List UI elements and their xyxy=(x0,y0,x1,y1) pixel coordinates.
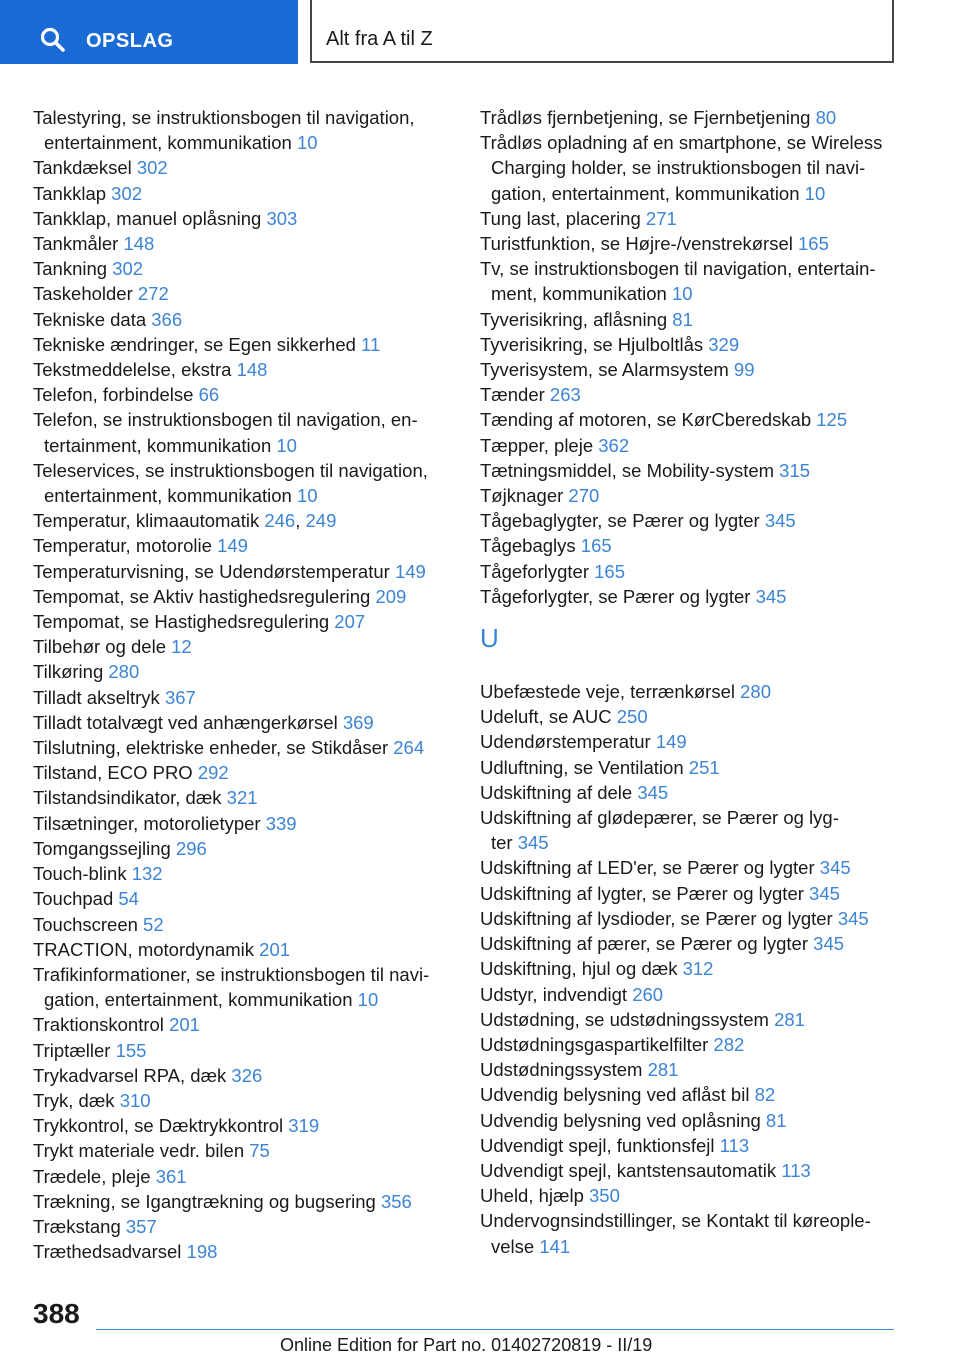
index-entry-text: Udstødningsgaspartikelfilter xyxy=(480,1033,714,1055)
index-entry-text: entertainment, kommunikation xyxy=(44,132,297,154)
page-link[interactable]: 345 xyxy=(837,907,869,929)
index-entry xyxy=(33,1138,458,1163)
page-link[interactable]: 357 xyxy=(125,1215,157,1237)
index-entry-text: Udendørstemperatur xyxy=(480,731,656,753)
index-entry-text: Udskiftning af dele xyxy=(480,781,638,803)
index-entry-text: Tågeforlygter, se Pærer og lygter xyxy=(480,585,756,607)
page-link[interactable]: 345 xyxy=(764,510,796,532)
index-entry-text: Turistfunktion, se Højre-/venstrekørsel xyxy=(480,233,799,255)
index-entry xyxy=(33,231,458,256)
index-entry xyxy=(33,281,458,306)
page-link[interactable]: 165 xyxy=(580,535,612,557)
page-link[interactable]: 362 xyxy=(598,434,630,456)
page-link[interactable]: 310 xyxy=(119,1089,151,1111)
page-link[interactable]: 345 xyxy=(819,857,851,879)
page-link[interactable]: 319 xyxy=(288,1115,320,1137)
page-link[interactable]: 270 xyxy=(568,485,600,507)
page-link[interactable]: 251 xyxy=(688,756,720,778)
index-entry xyxy=(33,1214,458,1239)
index-entry xyxy=(33,105,458,155)
index-entry-text: Tyverisystem, se Alarmsystem xyxy=(480,359,734,381)
index-entry xyxy=(33,533,458,558)
page-link[interactable]: 366 xyxy=(151,308,183,330)
page-link[interactable]: 280 xyxy=(740,681,772,703)
page-header xyxy=(0,0,960,66)
page-link[interactable]: 345 xyxy=(637,781,669,803)
index-entry xyxy=(33,609,458,634)
index-entry xyxy=(480,881,920,906)
index-entry-text: Udskiftning af lygter, se Pærer og lygter xyxy=(480,882,810,904)
index-entry xyxy=(33,382,458,407)
index-entry-text: Tempomat, se Aktiv hastighedsregulering xyxy=(33,585,376,607)
page-link[interactable]: 113 xyxy=(781,1159,811,1181)
index-entry xyxy=(480,533,920,558)
page-link[interactable]: 339 xyxy=(265,812,297,834)
footer-edition: Online Edition for Part no. 01402720819 - II/19 xyxy=(280,1335,653,1355)
index-entry xyxy=(480,357,920,382)
page-link[interactable]: 75 xyxy=(249,1140,270,1162)
index-entry xyxy=(480,206,920,231)
index-entry xyxy=(480,1183,920,1208)
index-entry xyxy=(33,1164,458,1189)
index-entry xyxy=(480,508,920,533)
page-link[interactable]: 148 xyxy=(236,359,268,381)
index-entry-text: Udluftning, se Ventilation xyxy=(480,756,689,778)
search-tab[interactable] xyxy=(0,0,298,64)
index-entry xyxy=(33,937,458,962)
page-link[interactable]: 302 xyxy=(136,157,168,179)
page-link[interactable]: 271 xyxy=(645,207,677,229)
index-entry xyxy=(480,1108,920,1133)
index-entry-text: Tung last, placering xyxy=(480,207,646,229)
index-entry xyxy=(480,906,920,931)
page-link[interactable]: 10 xyxy=(276,434,297,456)
index-entry-text: Udstødning, se udstødningssystem xyxy=(480,1008,775,1030)
index-entry-text: Trædele, pleje xyxy=(33,1165,156,1187)
index-entry-text: Udvendigt spejl, kantstensautomatik xyxy=(480,1159,782,1181)
page-link[interactable]: 149 xyxy=(655,731,687,753)
index-entry xyxy=(480,559,920,584)
index-entry-text: Træthedsadvarsel xyxy=(33,1241,187,1263)
page-link[interactable]: 361 xyxy=(155,1165,187,1187)
index-column-right xyxy=(480,105,920,1259)
index-entry xyxy=(33,735,458,760)
index-entry-text: Temperaturvisning, se Udendørstemperatur xyxy=(33,560,395,582)
search-label: OPSLAG xyxy=(86,30,174,52)
index-entry xyxy=(33,659,458,684)
page-link[interactable]: 249 xyxy=(305,510,337,532)
index-entry-text: Tankmåler xyxy=(33,233,124,255)
index-entry xyxy=(33,181,458,206)
page-link[interactable]: 113 xyxy=(719,1134,750,1156)
page-link[interactable]: 312 xyxy=(682,958,714,980)
index-entry-text: Udskiftning af lysdioder, se Pærer og lygter xyxy=(480,907,838,929)
section-title-box xyxy=(310,0,894,63)
index-entry xyxy=(33,559,458,584)
index-entry-text: Udstyr, indvendigt xyxy=(480,983,633,1005)
page-link[interactable]: 326 xyxy=(231,1064,263,1086)
page-link[interactable]: 263 xyxy=(549,384,581,406)
index-entry-text: ter xyxy=(491,832,518,854)
index-entry xyxy=(33,710,458,735)
index-entry xyxy=(33,206,458,231)
index-entry-text: Trykkontrol, se Dæktrykkontrol xyxy=(33,1115,289,1137)
page-link[interactable]: 367 xyxy=(164,686,196,708)
index-entry xyxy=(33,357,458,382)
page-link[interactable]: 345 xyxy=(809,882,840,904)
page-link[interactable]: 209 xyxy=(375,585,407,607)
index-entry xyxy=(480,433,920,458)
index-entry-text: Telefon, se instruktionsbogen til navigation, en- xyxy=(33,409,418,431)
page-link[interactable]: 148 xyxy=(123,233,155,255)
page-link[interactable]: 10 xyxy=(804,182,826,204)
index-entry xyxy=(33,1012,458,1037)
index-entry-text: TRACTION, motordynamik xyxy=(33,938,260,960)
page-link[interactable]: 260 xyxy=(632,983,664,1005)
index-entry-text: gation, entertainment, kommunikation xyxy=(491,182,805,204)
page-link[interactable]: 155 xyxy=(115,1039,147,1061)
page-link[interactable]: 10 xyxy=(296,132,318,154)
index-entry-text: Udeluft, se AUC xyxy=(480,706,617,728)
index-entry xyxy=(480,729,920,754)
index-entry xyxy=(33,634,458,659)
index-entry-text: Touch-blink xyxy=(33,863,132,885)
index-entry xyxy=(33,1239,458,1264)
page-link[interactable]: 198 xyxy=(186,1241,218,1263)
index-entry xyxy=(33,760,458,785)
page-link[interactable]: 54 xyxy=(118,888,139,910)
index-entry-text: Trykadvarsel RPA, dæk xyxy=(33,1064,232,1086)
page-link[interactable]: 264 xyxy=(393,737,425,759)
footer-divider xyxy=(96,1329,894,1330)
index-entry xyxy=(480,382,920,407)
index-entry xyxy=(480,105,920,130)
index-entry xyxy=(480,1082,920,1107)
page-link[interactable]: 250 xyxy=(616,706,648,728)
index-entry xyxy=(480,1158,920,1183)
index-entry-text: Tætningsmiddel, se Mobility-system xyxy=(480,459,780,481)
page-link[interactable]: 302 xyxy=(111,182,143,204)
index-entry-text: Talestyring, se instruktionsbogen til navigation, xyxy=(33,107,415,128)
section-letter: U xyxy=(480,623,499,654)
page-link[interactable]: 296 xyxy=(175,837,207,859)
index-entry-text: Tilslutning, elektriske enheder, se Stikdåser xyxy=(33,737,394,759)
index-entry xyxy=(33,256,458,281)
index-entry-text: Trådløs opladning af en smartphone, se Wireless xyxy=(480,132,883,154)
index-entry-text: Tyverisikring, se Hjulboltlås xyxy=(480,333,709,355)
index-group-t xyxy=(480,105,920,609)
index-entry-text: velse xyxy=(491,1235,540,1257)
page-link[interactable]: 345 xyxy=(517,832,549,854)
index-entry-text: Tænder xyxy=(480,384,550,406)
search-icon xyxy=(40,27,66,53)
index-entry-text: Tankning xyxy=(33,258,113,280)
index-entry xyxy=(33,332,458,357)
index-entry-text: Triptæller xyxy=(33,1039,116,1061)
index-entry xyxy=(33,155,458,180)
index-entry-text: Tilladt totalvægt ved anhængerkørsel xyxy=(33,711,343,733)
page-link[interactable]: 66 xyxy=(198,384,220,406)
page-link[interactable]: 281 xyxy=(774,1008,805,1030)
index-entry xyxy=(480,982,920,1007)
index-entry-text: Tankklap xyxy=(33,182,112,204)
index-entry xyxy=(33,1038,458,1063)
index-entry xyxy=(33,962,458,1012)
index-entry xyxy=(33,407,458,457)
page-link[interactable]: 11 xyxy=(361,333,381,355)
index-entry-text: Tågebaglys xyxy=(480,535,581,557)
index-entry-text: Tyverisikring, aflåsning xyxy=(480,308,673,330)
index-entry xyxy=(480,256,920,306)
index-entry-text: Trafikinformationer, se instruktionsbogen til navi- xyxy=(33,963,430,985)
index-entry-text: Temperatur, motorolie xyxy=(33,535,218,557)
index-entry-text: Tekstmeddelelse, ekstra xyxy=(33,359,237,381)
index-entry-text: gation, entertainment, kommunikation xyxy=(44,989,358,1011)
index-entry xyxy=(480,1133,920,1158)
page-number: 388 xyxy=(33,1298,80,1329)
index-entry-text: Tågeforlygter xyxy=(480,560,595,582)
page-link[interactable]: 81 xyxy=(765,1109,787,1131)
index-entry-text: Udstødningssystem xyxy=(480,1059,648,1081)
index-entry-text: Tankdæksel xyxy=(33,157,137,179)
index-entry-text: Tryk, dæk xyxy=(33,1089,120,1111)
index-entry xyxy=(33,1088,458,1113)
index-entry-text: Tilstandsindikator, dæk xyxy=(33,787,227,809)
page-link[interactable]: 125 xyxy=(816,409,848,431)
index-entry xyxy=(33,1063,458,1088)
index-entry-text: Ubefæstede veje, terrænkørsel xyxy=(480,681,741,703)
index-entry xyxy=(33,912,458,937)
index-entry-text: Tænding af motoren, se KørCberedskab xyxy=(480,409,817,431)
index-entry-text: Charging holder, se instruktionsbogen til navi- xyxy=(491,157,866,179)
page-link[interactable]: 315 xyxy=(779,459,811,481)
index-entry xyxy=(480,931,920,956)
index-entry-text: Teleservices, se instruktionsbogen til navigation, xyxy=(33,459,428,481)
page-link[interactable]: 246 xyxy=(264,510,296,532)
index-entry xyxy=(480,307,920,332)
index-entry xyxy=(480,855,920,880)
index-entry-text: Trækning, se Igangtrækning og bugsering xyxy=(33,1190,381,1212)
index-group-u xyxy=(480,679,920,1259)
index-entry-text: Taskeholder xyxy=(33,283,138,305)
index-entry-text: Tomgangssejling xyxy=(33,837,176,859)
index-entry xyxy=(480,679,920,704)
index-entry-text: Telefon, forbindelse xyxy=(33,384,199,406)
index-entry xyxy=(480,130,920,206)
index-entry xyxy=(33,307,458,332)
index-entry xyxy=(480,755,920,780)
index-entry xyxy=(33,886,458,911)
index-entry-text: Tæpper, pleje xyxy=(480,434,599,456)
page-link[interactable]: 292 xyxy=(197,762,229,784)
index-entry xyxy=(480,1057,920,1082)
page-link[interactable]: 10 xyxy=(671,283,693,305)
index-entry-text: Udvendig belysning ved oplåsning xyxy=(480,1109,766,1131)
page-link[interactable]: 81 xyxy=(672,308,693,330)
page-link[interactable]: 141 xyxy=(539,1235,571,1257)
index-entry xyxy=(480,231,920,256)
index-entry-text: Tilbehør og dele xyxy=(33,636,172,658)
index-entry-text: Tilstand, ECO PRO xyxy=(33,762,198,784)
index-entry-text: Touchscreen xyxy=(33,913,144,935)
index-entry xyxy=(480,584,920,609)
page-link[interactable]: 149 xyxy=(217,535,248,557)
page-link[interactable]: 201 xyxy=(259,938,291,960)
page-link[interactable]: 345 xyxy=(755,585,787,607)
index-entry-text: Touchpad xyxy=(33,888,119,910)
index-entry xyxy=(480,704,920,729)
index-entry xyxy=(33,811,458,836)
index-entry-text: Tekniske ændringer, se Egen sikkerhed xyxy=(33,333,362,355)
page-link[interactable]: 207 xyxy=(334,611,366,633)
page-link[interactable]: 280 xyxy=(108,661,140,683)
index-entry xyxy=(480,1208,920,1258)
index-entry xyxy=(480,483,920,508)
index-entry xyxy=(33,458,458,508)
index-entry xyxy=(33,785,458,810)
index-entry xyxy=(33,836,458,861)
page-link[interactable]: 149 xyxy=(394,560,426,582)
page-link[interactable]: 302 xyxy=(112,258,144,280)
page-link[interactable]: 132 xyxy=(131,863,163,885)
index-entry-text: Tilsætninger, motorolietyper xyxy=(33,812,266,834)
index-entry-text: Udvendig belysning ved aflåst bil xyxy=(480,1084,755,1106)
page-link[interactable]: 369 xyxy=(342,711,374,733)
page-link[interactable]: 282 xyxy=(713,1033,745,1055)
index-entry xyxy=(480,805,920,855)
index-entry-text: Tilladt akseltryk xyxy=(33,686,165,708)
index-entry-text: Uheld, hjælp xyxy=(480,1185,590,1207)
index-entry-text: Tv, se instruktionsbogen til navigation, entertain- xyxy=(480,258,876,280)
index-entry xyxy=(33,861,458,886)
page-link[interactable]: 272 xyxy=(137,283,169,305)
page-link[interactable]: 201 xyxy=(169,1014,200,1036)
page-link[interactable]: 12 xyxy=(171,636,192,658)
index-entry-text: Udvendigt spejl, funktionsfejl xyxy=(480,1134,720,1156)
index-entry-text: Udskiftning af LED'er, se Pærer og lygter xyxy=(480,857,820,879)
index-column-left xyxy=(33,105,458,1264)
index-entry xyxy=(480,1007,920,1032)
index-entry xyxy=(480,780,920,805)
page-link[interactable]: 345 xyxy=(813,933,845,955)
index-entry-text: Tilkøring xyxy=(33,661,109,683)
page-link[interactable]: 10 xyxy=(357,989,379,1011)
page-link[interactable]: 356 xyxy=(380,1190,412,1212)
index-entry xyxy=(480,956,920,981)
index-entry xyxy=(33,1113,458,1138)
index-entry-text: Tankklap, manuel oplåsning xyxy=(33,207,267,229)
index-entry-text: Udskiftning af glødepærer, se Pærer og lyg- xyxy=(480,807,839,829)
page-link[interactable]: 82 xyxy=(754,1084,776,1106)
index-entry-text: Tekniske data xyxy=(33,308,152,330)
page-link[interactable]: 99 xyxy=(733,359,755,381)
index-entry-text: Tågebaglygter, se Pærer og lygter xyxy=(480,510,765,532)
page-link[interactable]: 281 xyxy=(647,1059,679,1081)
page-link[interactable]: 52 xyxy=(143,913,164,935)
index-entry xyxy=(480,407,920,432)
index-entry xyxy=(480,458,920,483)
index-entry-text: entertainment, kommunikation xyxy=(44,485,297,507)
index-entry-text: ment, kommunikation xyxy=(491,283,672,305)
page-link[interactable]: 80 xyxy=(815,107,837,128)
index-entry xyxy=(480,1032,920,1057)
index-entry xyxy=(33,584,458,609)
index-entry-text: Trådløs fjernbetjening, se Fjernbetjening xyxy=(480,107,816,128)
index-entry-text: tertainment, kommunikation xyxy=(44,434,277,456)
page-link[interactable]: 165 xyxy=(594,560,626,582)
index-entry-text: Undervognsindstillinger, se Kontakt til køreople- xyxy=(480,1210,871,1232)
index-entry-text: Trækstang xyxy=(33,1215,126,1237)
index-entry-text: Tempomat, se Hastighedsregulering xyxy=(33,611,335,633)
index-entry-text: Traktionskontrol xyxy=(33,1014,170,1036)
index-entry-text: Udskiftning af pærer, se Pærer og lygter xyxy=(480,933,814,955)
page-link[interactable]: 10 xyxy=(296,485,318,507)
page-link[interactable]: 165 xyxy=(798,233,829,255)
index-entry: Temperatur, klimaautomatik 246, 249 xyxy=(33,510,337,532)
index-entry xyxy=(33,685,458,710)
page-link[interactable]: 329 xyxy=(708,333,740,355)
index-entry xyxy=(480,332,920,357)
index-entry-text: Udskiftning, hjul og dæk xyxy=(480,958,683,980)
index-entry-text: Temperatur, klimaautomatik xyxy=(33,510,265,532)
index-entry-text: Trykt materiale vedr. bilen xyxy=(33,1140,250,1162)
page-link[interactable]: 303 xyxy=(266,207,298,229)
index-entry-text: Tøjknager xyxy=(480,485,569,507)
page-link[interactable]: 350 xyxy=(589,1185,620,1207)
index-entry xyxy=(33,1189,458,1214)
page-link[interactable]: 321 xyxy=(226,787,258,809)
section-title: Alt fra A til Z xyxy=(326,28,433,50)
